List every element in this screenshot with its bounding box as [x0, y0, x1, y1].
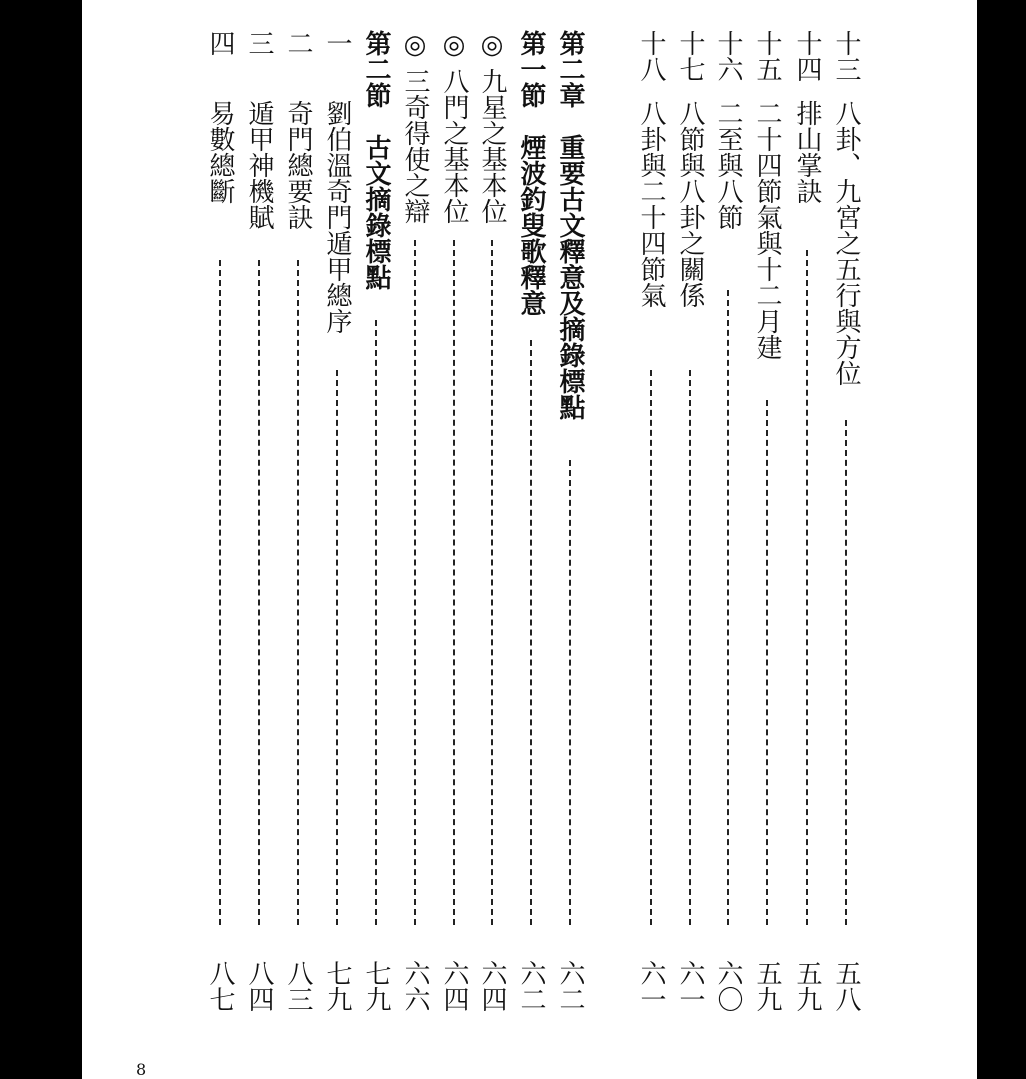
entry-page: 六二: [555, 960, 585, 1012]
dotted-leader: [336, 370, 338, 925]
toc-entry: [672, 30, 708, 1030]
toc-entry: [828, 30, 864, 1030]
entry-page: 五八: [831, 960, 861, 1012]
toc-entry: [280, 30, 316, 1030]
entry-title: 八門之基本位: [439, 68, 469, 224]
toc-entry: [710, 30, 746, 1030]
entry-page: 六〇: [713, 960, 743, 1012]
toc-entry: [202, 30, 238, 1030]
entry-title: 八節與八卦之關係: [675, 100, 705, 308]
toc-section-heading: [513, 30, 549, 1030]
entry-number: 十三: [831, 30, 861, 82]
chapter-title: 第二章 重要古文釋意及摘錄標點: [555, 30, 585, 420]
entry-title: 遁甲神機賦: [244, 100, 274, 230]
entry-page: 六六: [400, 960, 430, 1012]
bullet-mark: ◎: [400, 30, 430, 60]
entry-number: 一: [322, 30, 352, 56]
entry-title: 奇門總要訣: [283, 100, 313, 230]
toc-entry: [633, 30, 669, 1030]
entry-page: 六四: [477, 960, 507, 1012]
dotted-leader: [414, 240, 416, 925]
entry-number: 十八: [636, 30, 666, 82]
dotted-leader: [530, 340, 532, 925]
toc-section-heading: [358, 30, 394, 1030]
dotted-leader: [569, 460, 571, 925]
toc-chapter-heading: [552, 30, 588, 1030]
footer-page-mark: 8: [136, 1060, 147, 1079]
dotted-leader: [727, 290, 729, 925]
entry-number: 二: [283, 30, 313, 56]
entry-title: 易數總斷: [205, 100, 235, 204]
entry-number: 十六: [713, 30, 743, 82]
entry-page: 八三: [283, 960, 313, 1012]
entry-title: 三奇得使之辯: [400, 68, 430, 224]
entry-title: 排山掌訣: [792, 100, 822, 204]
bullet-mark: ◎: [477, 30, 507, 60]
entry-page: 七九: [361, 960, 391, 1012]
dotted-leader: [845, 420, 847, 925]
entry-page: 六四: [439, 960, 469, 1012]
dotted-leader: [689, 370, 691, 925]
dotted-leader: [375, 320, 377, 925]
toc-entry: [319, 30, 355, 1030]
dotted-leader: [806, 250, 808, 925]
entry-title: 九星之基本位: [477, 68, 507, 224]
entry-number: 十四: [792, 30, 822, 82]
toc-entry: [474, 30, 510, 1030]
dotted-leader: [453, 240, 455, 925]
entry-number: 四: [205, 30, 235, 56]
toc-entry: [749, 30, 785, 1030]
toc-entry: [241, 30, 277, 1030]
entry-title: 八卦與二十四節氣: [636, 100, 666, 308]
entry-page: 六二: [516, 960, 546, 1012]
dotted-leader: [219, 260, 221, 925]
entry-title: 劉伯溫奇門遁甲總序: [322, 100, 352, 334]
dotted-leader: [650, 370, 652, 925]
dotted-leader: [491, 240, 493, 925]
entry-number: 十五: [752, 30, 782, 82]
section-title: 第二節 古文摘錄標點: [361, 30, 391, 290]
entry-number: 三: [244, 30, 274, 56]
entry-title: 二至與八節: [713, 100, 743, 230]
toc-page: [82, 0, 977, 1079]
toc-entry: [789, 30, 825, 1030]
entry-page: 五九: [752, 960, 782, 1012]
entry-page: 五九: [792, 960, 822, 1012]
entry-page: 八四: [244, 960, 274, 1012]
entry-number: 十七: [675, 30, 705, 82]
entry-page: 六一: [636, 960, 666, 1012]
entry-page: 七九: [322, 960, 352, 1012]
section-title: 第一節 煙波釣叟歌釋意: [516, 30, 546, 316]
toc-entry: [397, 30, 433, 1030]
dotted-leader: [766, 400, 768, 925]
entry-title: 八卦、九宮之五行與方位: [831, 100, 861, 386]
entry-title: 二十四節氣與十二月建: [752, 100, 782, 360]
bullet-mark: ◎: [439, 30, 469, 60]
entry-page: 六一: [675, 960, 705, 1012]
toc-entry: [436, 30, 472, 1030]
entry-page: 八七: [205, 960, 235, 1012]
dotted-leader: [258, 260, 260, 925]
dotted-leader: [297, 260, 299, 925]
